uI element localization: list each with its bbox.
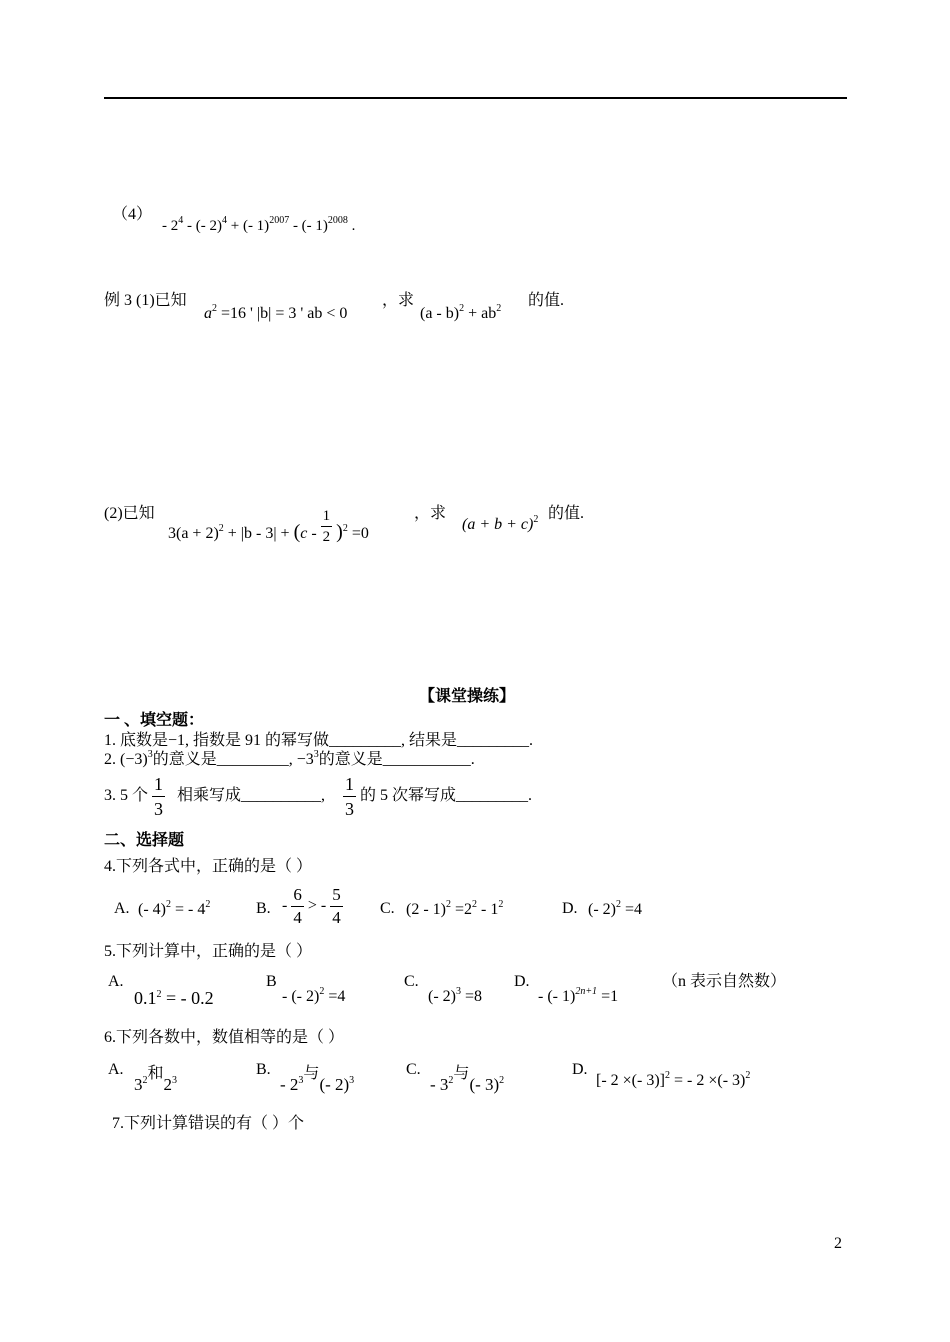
q6-option-a: $3^2$和$2^3$ [134, 1065, 178, 1094]
q6-option-b: - $2^3$与(- 2)$^3$ [280, 1065, 355, 1094]
q4-option-b-label: B. [256, 900, 271, 917]
header-rule [104, 97, 847, 99]
q5-option-b: - (- 2)$^2$ =4 [282, 986, 346, 1005]
q4-option-d-label: D. [562, 900, 578, 917]
question-7: 7.下列计算错误的有（ ）个 [112, 1115, 305, 1132]
q4-option-c-label: C. [380, 900, 395, 917]
example3-part2-condition: $3(a + 2)^2 + |b - 3| + (c$ - $\frac{1}{2}$ )$^2$ =0 [168, 508, 369, 545]
question-4: 4.下列各式中，正确的是（ ） [104, 858, 313, 875]
question-3: 3. 5 个 $\frac{1}{3}$ 相乘写成__________, $\frac{1}{3}$ 的 5 次幂写成_________. [104, 774, 533, 819]
q5-option-c: (- 2)$^3$ =8 [428, 986, 483, 1005]
section-title: 【课堂操练】 [419, 688, 516, 705]
q5-option-d: - (- 1)$^{2n+1}$ =1 [538, 986, 619, 1005]
q4-option-c: $(2 - 1)^2 =2^2 - 1^2$ [406, 899, 504, 918]
q5-option-b-label: B [266, 973, 277, 990]
q5-note: （n 表示自然数） [662, 973, 787, 990]
question-2: 2. $(-3)^3$的意义是_________, $-3^3$的意义是___________. [104, 749, 475, 768]
q6-option-c: - $3^2$与(- 3)$^2$ [430, 1065, 505, 1094]
q6-option-b-label: B. [256, 1061, 271, 1078]
example3-part2-ask: ，求 [414, 505, 447, 522]
choice-heading: 二、选择题 [104, 832, 185, 849]
item4-label: （4） [112, 206, 153, 223]
q4-option-a-label: A. [114, 900, 130, 917]
q5-option-a-label: A. [108, 973, 124, 990]
example3-part2: (2)已知 [104, 505, 155, 522]
example3-part1-condition: $a^2 =16$ ' |b| = 3 ' ab < 0 [204, 303, 348, 322]
q4-option-d: (- 2)$^2$ =4 [588, 899, 643, 918]
question-5: 5.下列计算中，正确的是（ ） [104, 943, 313, 960]
q5-option-a: $0.1^2$ = - 0.2 [134, 988, 214, 1008]
fill-in-heading: 一 、填空题： [104, 712, 205, 729]
q6-option-d-label: D. [572, 1061, 588, 1078]
q4-option-b: - $\frac{6}{4}$ > - $\frac{5}{4}$ [282, 885, 341, 927]
example3-part1-ask: ，求 [382, 292, 415, 309]
example3-part1: 例 3 (1)已知 [104, 292, 187, 309]
q6-option-a-label: A. [108, 1061, 124, 1078]
example3-part1-suffix: 的值. [528, 292, 565, 309]
example3-part2-suffix: 的值. [548, 505, 585, 522]
q6-option-d: [- 2 ×(- 3)]$^2$ = - 2 ×(- 3)$^2$ [596, 1070, 751, 1089]
question-6: 6.下列各数中，数值相等的是（ ） [104, 1029, 345, 1046]
question-1: 1. 底数是−1, 指数是 91 的幂写做_________, 结果是_________. [104, 732, 534, 749]
q5-option-c-label: C. [404, 973, 419, 990]
q4-option-a: (- 4)$^2$ = - $4^2$ [138, 899, 211, 918]
example3-part2-target: $(a + b + c)^2$ [462, 514, 539, 533]
item4-expression: - $2^4$ - (- 2)$^4$ + (- 1)$^{2007}$ - (- 1)$^{2008}$ . [162, 215, 356, 234]
q6-option-c-label: C. [406, 1061, 421, 1078]
example3-part1-target: $(a - b)^2 + ab^2$ [420, 303, 502, 322]
q5-option-d-label: D. [514, 973, 530, 990]
page-number: 2 [834, 1235, 842, 1252]
